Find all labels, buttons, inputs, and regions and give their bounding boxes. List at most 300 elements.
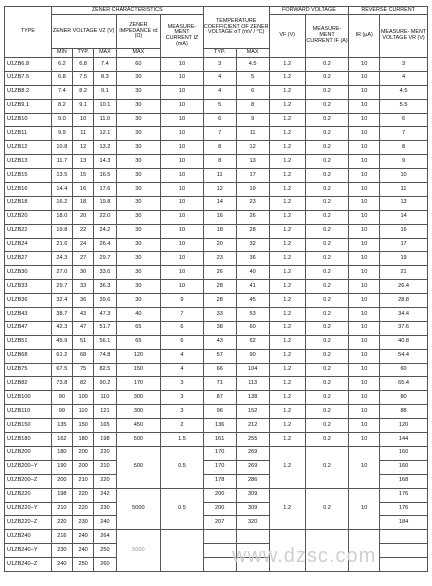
vz-typ: 47 xyxy=(73,321,94,335)
part-number: U1ZB240 xyxy=(5,530,52,544)
table-row xyxy=(5,280,428,294)
vz-min: 10.8 xyxy=(51,141,72,155)
vf-value: 1.2 xyxy=(269,419,305,433)
zener-characteristics-header: ZENER CHARACTERISTICS xyxy=(51,7,203,15)
ir-value: 10 xyxy=(349,224,380,238)
tc-typ: 4 xyxy=(203,71,236,85)
vz-min: 32.4 xyxy=(51,294,72,308)
vz-typ: 7.5 xyxy=(73,71,94,85)
zener-impedance: 30 xyxy=(116,224,161,238)
tc-max xyxy=(236,530,269,544)
ir-value: 10 xyxy=(349,419,380,433)
tc-max: 8 xyxy=(236,99,269,113)
tc-max: 309 xyxy=(236,488,269,502)
tc-max: 13 xyxy=(236,155,269,169)
vz-typ: 200 xyxy=(73,460,94,474)
ir-value: 10 xyxy=(349,433,380,447)
ir-value: 10 xyxy=(349,71,380,85)
vr-value: 7 xyxy=(380,127,428,141)
vz-typ: 11 xyxy=(73,127,94,141)
vz-min: 198 xyxy=(51,488,72,502)
tc-typ: 71 xyxy=(203,377,236,391)
table-row xyxy=(5,224,428,238)
vz-typ: 13 xyxy=(73,155,94,169)
vz-max: 26.4 xyxy=(94,238,116,252)
vz-min: 230 xyxy=(51,544,72,558)
if-value: 0.2 xyxy=(305,280,349,294)
vf-value: 1.2 xyxy=(269,377,305,391)
zener-impedance: 30 xyxy=(116,85,161,99)
measurement-current: 0.5 xyxy=(161,446,204,488)
vf-value: 1.2 xyxy=(269,294,305,308)
vz-min: 14.4 xyxy=(51,183,72,197)
measurement-current: 6 xyxy=(161,335,204,349)
vr-value: 4 xyxy=(380,71,428,85)
zener-impedance: 150 xyxy=(116,363,161,377)
vf-value: 1.2 xyxy=(269,113,305,127)
if-value: 0.2 xyxy=(305,196,349,210)
tc-typ: 38 xyxy=(203,321,236,335)
tc-typ: 11 xyxy=(203,169,236,183)
ir-value: 10 xyxy=(349,169,380,183)
tc-max: 152 xyxy=(236,405,269,419)
part-number: U1ZB33 xyxy=(5,280,52,294)
table-row xyxy=(5,71,428,85)
measurement-current-header: MEASURE- MENT CURRENT IZ (mA) xyxy=(161,15,204,58)
vz-min: 210 xyxy=(51,502,72,516)
part-number: U1ZB20 xyxy=(5,210,52,224)
vr-value: 65.4 xyxy=(380,377,428,391)
vf-value: 1.2 xyxy=(269,405,305,419)
vz-min: 16.2 xyxy=(51,196,72,210)
part-number: U1ZB10 xyxy=(5,113,52,127)
tc-max: 26 xyxy=(236,210,269,224)
vz-min: 67.5 xyxy=(51,363,72,377)
table-row xyxy=(5,238,428,252)
zener-impedance: 65 xyxy=(116,321,161,335)
measurement-current: 10 xyxy=(161,238,204,252)
part-number: U1ZB220−Y xyxy=(5,502,52,516)
part-number: U1ZB180 xyxy=(5,433,52,447)
tc-typ: 136 xyxy=(203,419,236,433)
vz-min: 7.4 xyxy=(51,85,72,99)
part-number: U1ZB7.5 xyxy=(5,71,52,85)
part-number: U1ZB200−Y xyxy=(5,460,52,474)
vz-max-header: MAX xyxy=(94,49,116,58)
vr-value: 120 xyxy=(380,419,428,433)
vr-value: 6 xyxy=(380,113,428,127)
fwd-measurement-current-header: MEASURE- MENT CURRENT IF (A) xyxy=(305,15,349,58)
part-number: U1ZB36 xyxy=(5,294,52,308)
vz-min: 240 xyxy=(51,558,72,572)
zener-impedance: 30 xyxy=(116,183,161,197)
vz-min: 99 xyxy=(51,405,72,419)
zener-impedance: 500 xyxy=(116,433,161,447)
forward-voltage-header: FORWARD VOLTAGE xyxy=(269,7,349,15)
vz-typ: 24 xyxy=(73,238,94,252)
tc-typ: 28 xyxy=(203,280,236,294)
vz-max: 19.8 xyxy=(94,196,116,210)
vr-value: 10 xyxy=(380,169,428,183)
ir-value: 10 xyxy=(349,446,380,488)
zener-impedance: 30 xyxy=(116,155,161,169)
measurement-current: 6 xyxy=(161,321,204,335)
vz-min: 8.2 xyxy=(51,99,72,113)
vr-value: 21 xyxy=(380,266,428,280)
if-value: 0.2 xyxy=(305,238,349,252)
if-value: 0.2 xyxy=(305,252,349,266)
vz-min: 42.3 xyxy=(51,321,72,335)
ir-value: 10 xyxy=(349,238,380,252)
if-value: 0.2 xyxy=(305,335,349,349)
part-number: U1ZB18 xyxy=(5,196,52,210)
vr-value: 60 xyxy=(380,363,428,377)
vr-value: 40.8 xyxy=(380,335,428,349)
vz-min: 9.0 xyxy=(51,113,72,127)
table-row xyxy=(5,294,428,308)
part-number: U1ZB15 xyxy=(5,169,52,183)
measurement-current: 10 xyxy=(161,155,204,169)
ir-value: 10 xyxy=(349,321,380,335)
zener-impedance: 5000 xyxy=(116,488,161,530)
vz-max: 13.2 xyxy=(94,141,116,155)
vz-max: 220 xyxy=(94,474,116,488)
vf-header: VF (V) xyxy=(269,15,305,58)
zener-impedance: 300 xyxy=(116,405,161,419)
zener-impedance: 30 xyxy=(116,294,161,308)
vz-typ: 180 xyxy=(73,433,94,447)
table-row xyxy=(5,446,428,460)
vz-max: 110 xyxy=(94,391,116,405)
tc-max-header: MAX xyxy=(236,49,269,58)
if-value: 0.2 xyxy=(305,294,349,308)
zener-impedance: 30 xyxy=(116,99,161,113)
vz-max: 10.1 xyxy=(94,99,116,113)
part-number: U1ZB8.2 xyxy=(5,85,52,99)
tc-max: 12 xyxy=(236,141,269,155)
ir-value: 10 xyxy=(349,294,380,308)
measurement-current: 9 xyxy=(161,294,204,308)
tc-max: 255 xyxy=(236,433,269,447)
tc-max: 90 xyxy=(236,349,269,363)
type-header: TYPE xyxy=(5,7,52,58)
vz-min: 13.5 xyxy=(51,169,72,183)
table-body xyxy=(5,58,428,572)
vz-max: 7.4 xyxy=(94,58,116,72)
vz-min: 38.7 xyxy=(51,308,72,322)
zener-impedance-header: ZENER IMPEDANCE rd (Ω) xyxy=(116,15,161,49)
if-value: 0.2 xyxy=(305,183,349,197)
vz-min: 73.8 xyxy=(51,377,72,391)
tc-max: 320 xyxy=(236,516,269,530)
measurement-current: 10 xyxy=(161,141,204,155)
vf-value: 1.2 xyxy=(269,210,305,224)
part-number: U1ZB150 xyxy=(5,419,52,433)
ir-value: 10 xyxy=(349,308,380,322)
tc-typ: 170 xyxy=(203,446,236,460)
part-number: U1ZB51 xyxy=(5,335,52,349)
ir-header: IR (µA) xyxy=(349,15,380,58)
if-value: 0.2 xyxy=(305,308,349,322)
vz-max: 56.1 xyxy=(94,335,116,349)
vz-max: 24.2 xyxy=(94,224,116,238)
if-value: 0.2 xyxy=(305,71,349,85)
ir-value: 10 xyxy=(349,210,380,224)
ir-value: 10 xyxy=(349,488,380,530)
vz-max: 260 xyxy=(94,558,116,572)
vr-value: 176 xyxy=(380,488,428,502)
zener-impedance: 30 xyxy=(116,141,161,155)
measurement-current: 4 xyxy=(161,349,204,363)
tc-typ: 43 xyxy=(203,335,236,349)
ir-value: 10 xyxy=(349,99,380,113)
part-number: U1ZB240−Y xyxy=(5,544,52,558)
vz-min: 27.0 xyxy=(51,266,72,280)
watermark: www.dzsc.com xyxy=(232,545,377,567)
ir-value: 10 xyxy=(349,155,380,169)
measurement-current: 10 xyxy=(161,210,204,224)
vz-max: 242 xyxy=(94,488,116,502)
vr-value: 184 xyxy=(380,516,428,530)
zener-impedance: 450 xyxy=(116,419,161,433)
if-value: 0.2 xyxy=(305,266,349,280)
measurement-current: 10 xyxy=(161,71,204,85)
vz-typ: 68 xyxy=(73,349,94,363)
tc-typ: 14 xyxy=(203,196,236,210)
tc-typ: 6 xyxy=(203,113,236,127)
vz-min: 18.0 xyxy=(51,210,72,224)
vf-value: 1.2 xyxy=(269,141,305,155)
tc-max: 45 xyxy=(236,294,269,308)
ir-value: 10 xyxy=(349,391,380,405)
ir-value: 10 xyxy=(349,58,380,72)
measurement-current: 2 xyxy=(161,419,204,433)
ir-value: 10 xyxy=(349,141,380,155)
vf-value: 1.2 xyxy=(269,155,305,169)
vr-value: 88 xyxy=(380,405,428,419)
impedance-max-header: MAX xyxy=(116,49,161,58)
vr-value: 160 xyxy=(380,460,428,474)
vf-value: 1.2 xyxy=(269,433,305,447)
vz-max: 14.3 xyxy=(94,155,116,169)
vz-typ: 20 xyxy=(73,210,94,224)
zener-impedance: 65 xyxy=(116,335,161,349)
if-value: 0.2 xyxy=(305,127,349,141)
zener-impedance: 30 xyxy=(116,266,161,280)
vf-value: 1.2 xyxy=(269,280,305,294)
tc-typ: 20 xyxy=(203,238,236,252)
zener-impedance: 60 xyxy=(116,58,161,72)
vr-value: 5.5 xyxy=(380,99,428,113)
vz-typ: 250 xyxy=(73,558,94,572)
zener-impedance: 40 xyxy=(116,308,161,322)
tc-typ: 28 xyxy=(203,294,236,308)
vz-max: 36.3 xyxy=(94,280,116,294)
measurement-current: 0.5 xyxy=(161,488,204,530)
ir-value: 10 xyxy=(349,196,380,210)
if-value: 0.2 xyxy=(305,155,349,169)
vz-typ: 100 xyxy=(73,391,94,405)
vz-max: 16.5 xyxy=(94,169,116,183)
table-row xyxy=(5,155,428,169)
part-number: U1ZB200−Z xyxy=(5,474,52,488)
tc-typ: 12 xyxy=(203,183,236,197)
vf-value: 1.2 xyxy=(269,99,305,113)
rev-measurement-voltage-header: MEASURE- MENT VOLTAGE VR (V) xyxy=(380,15,428,58)
vf-value: 1.2 xyxy=(269,266,305,280)
measurement-current: 10 xyxy=(161,113,204,127)
vz-max: 74.8 xyxy=(94,349,116,363)
measurement-current: 10 xyxy=(161,224,204,238)
vz-max: 165 xyxy=(94,419,116,433)
vr-value: 3 xyxy=(380,58,428,72)
if-value: 0.2 xyxy=(305,224,349,238)
table-row xyxy=(5,335,428,349)
part-number: U1ZB100 xyxy=(5,391,52,405)
vf-value: 1.2 xyxy=(269,446,305,488)
vz-max: 250 xyxy=(94,544,116,558)
part-number: U1ZB220 xyxy=(5,488,52,502)
vz-typ: 12 xyxy=(73,141,94,155)
vr-value: 11 xyxy=(380,183,428,197)
part-number: U1ZB43 xyxy=(5,308,52,322)
vz-max: 230 xyxy=(94,502,116,516)
vz-min-header: MIN xyxy=(51,49,72,58)
tc-typ: 18 xyxy=(203,224,236,238)
vr-value: 160 xyxy=(380,446,428,460)
reverse-current-header: REVERSE CURRENT xyxy=(349,7,428,15)
vf-value: 1.2 xyxy=(269,224,305,238)
zener-impedance: 30 xyxy=(116,113,161,127)
measurement-current: 3 xyxy=(161,377,204,391)
if-value: 0.2 xyxy=(305,419,349,433)
vz-min: 21.6 xyxy=(51,238,72,252)
measurement-current: 10 xyxy=(161,85,204,99)
vz-typ: 18 xyxy=(73,196,94,210)
tc-typ: 4 xyxy=(203,85,236,99)
vr-value: 168 xyxy=(380,474,428,488)
part-number: U1ZB110 xyxy=(5,405,52,419)
measurement-current: 4 xyxy=(161,363,204,377)
ir-value: 10 xyxy=(349,266,380,280)
vz-typ: 22 xyxy=(73,224,94,238)
ir-value: 10 xyxy=(349,335,380,349)
tc-typ: 200 xyxy=(203,488,236,502)
tc-max: 36 xyxy=(236,252,269,266)
if-value: 0.2 xyxy=(305,321,349,335)
table-row xyxy=(5,419,428,433)
vz-typ: 210 xyxy=(73,474,94,488)
if-value: 0.2 xyxy=(305,99,349,113)
vz-typ: 33 xyxy=(73,280,94,294)
if-value: 0.2 xyxy=(305,433,349,447)
table-row xyxy=(5,321,428,335)
vr-value: 176 xyxy=(380,502,428,516)
tc-typ: 3 xyxy=(203,58,236,72)
vr-value: 8 xyxy=(380,141,428,155)
tc-max: 269 xyxy=(236,460,269,474)
ir-value: 10 xyxy=(349,377,380,391)
table-row xyxy=(5,210,428,224)
vz-min: 11.7 xyxy=(51,155,72,169)
vz-typ: 150 xyxy=(73,419,94,433)
tc-max: 212 xyxy=(236,419,269,433)
tc-max: 269 xyxy=(236,446,269,460)
zener-impedance: 5000 xyxy=(116,530,161,572)
vf-value: 1.2 xyxy=(269,321,305,335)
part-number: U1ZB240−Z xyxy=(5,558,52,572)
vz-typ: 9.1 xyxy=(73,99,94,113)
part-number: U1ZB24 xyxy=(5,238,52,252)
measurement-current: 10 xyxy=(161,99,204,113)
measurement-current: 10 xyxy=(161,280,204,294)
temp-coefficient-header: TEMPERATURE COEFFICIENT OF ZENER VOLTAGE σT (mV / °C) xyxy=(203,7,269,49)
vr-value: 14 xyxy=(380,210,428,224)
vf-value: 1.2 xyxy=(269,335,305,349)
table-row xyxy=(5,363,428,377)
zener-impedance: 30 xyxy=(116,210,161,224)
vf-value: 1.2 xyxy=(269,169,305,183)
if-value: 0.2 xyxy=(305,488,349,530)
vz-typ: 220 xyxy=(73,488,94,502)
tc-typ: 57 xyxy=(203,349,236,363)
vf-value: 1.2 xyxy=(269,71,305,85)
tc-max: 138 xyxy=(236,391,269,405)
ir-value: 10 xyxy=(349,127,380,141)
ir-value: 10 xyxy=(349,363,380,377)
tc-max: 40 xyxy=(236,266,269,280)
part-number: U1ZB22 xyxy=(5,224,52,238)
vz-min: 19.8 xyxy=(51,224,72,238)
vz-max: 9.1 xyxy=(94,85,116,99)
zener-impedance: 500 xyxy=(116,446,161,488)
tc-max: 53 xyxy=(236,308,269,322)
ir-value: 10 xyxy=(349,280,380,294)
part-number: U1ZB30 xyxy=(5,266,52,280)
part-number: U1ZB200 xyxy=(5,446,52,460)
vr-value: 9 xyxy=(380,155,428,169)
measurement-current: 10 xyxy=(161,196,204,210)
vz-min: 220 xyxy=(51,516,72,530)
vz-typ: 10 xyxy=(73,113,94,127)
measurement-current xyxy=(161,530,204,572)
vf-value: 1.2 xyxy=(269,58,305,72)
if-value: 0.2 xyxy=(305,169,349,183)
part-number: U1ZB13 xyxy=(5,155,52,169)
tc-max: 62 xyxy=(236,335,269,349)
zener-impedance: 30 xyxy=(116,196,161,210)
vf-value: 1.2 xyxy=(269,488,305,530)
part-number: U1ZB6.8 xyxy=(5,58,52,72)
if-value: 0.2 xyxy=(305,210,349,224)
vf-value: 1.2 xyxy=(269,363,305,377)
part-number: U1ZB16 xyxy=(5,183,52,197)
table-row xyxy=(5,183,428,197)
vz-min: 90 xyxy=(51,391,72,405)
tc-typ-header: TYP. xyxy=(203,49,236,58)
ir-value: 10 xyxy=(349,405,380,419)
vr-value xyxy=(380,530,428,544)
vz-min: 200 xyxy=(51,474,72,488)
vr-value: 16 xyxy=(380,224,428,238)
part-number: U1ZB47 xyxy=(5,321,52,335)
tc-max: 11 xyxy=(236,127,269,141)
table-row xyxy=(5,308,428,322)
zener-impedance: 300 xyxy=(116,391,161,405)
tc-max: 9 xyxy=(236,113,269,127)
vz-max: 8.3 xyxy=(94,71,116,85)
table-row xyxy=(5,127,428,141)
